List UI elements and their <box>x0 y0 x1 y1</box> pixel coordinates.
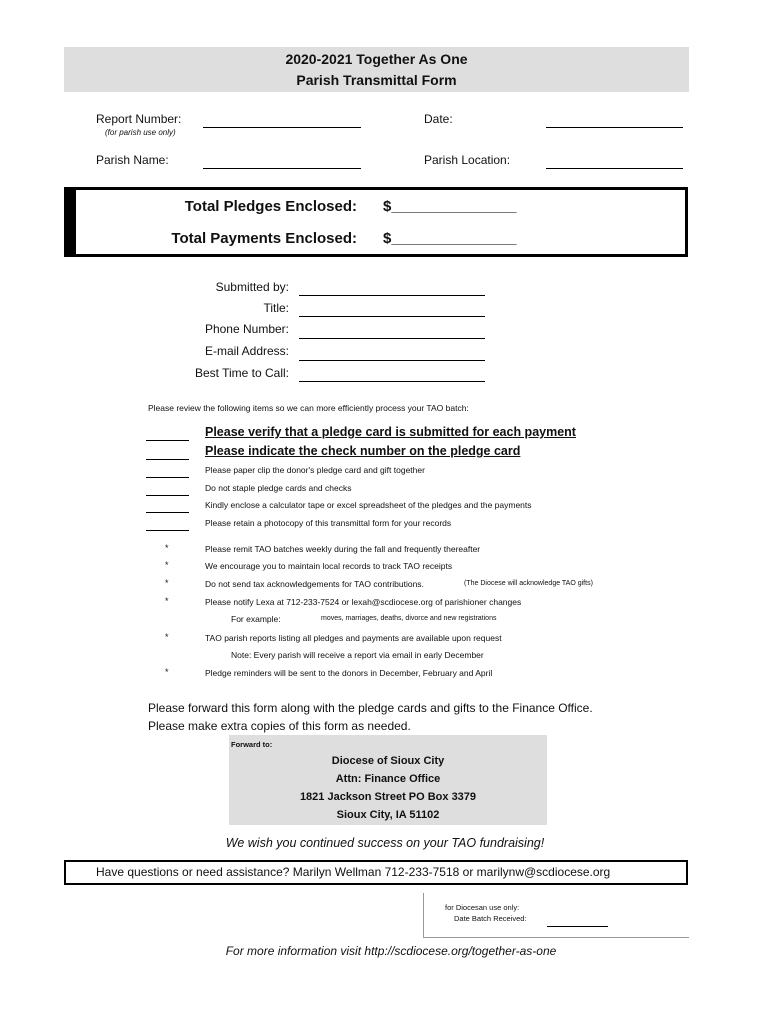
bullet-icon: * <box>165 632 169 642</box>
phone-label: Phone Number: <box>204 322 289 336</box>
checklist-item: Please paper clip the donor's pledge card and gift together <box>205 465 425 475</box>
phone-field[interactable] <box>299 338 485 339</box>
parish-name-field[interactable] <box>203 168 361 169</box>
address-attn: Attn: Finance Office <box>335 773 441 785</box>
diocesan-use-box <box>423 893 689 938</box>
form-subtitle: Parish Transmittal Form <box>296 72 457 88</box>
forward-instruction: Please forward this form along with the pledge cards and gifts to the Finance Office. <box>148 701 593 715</box>
title-label: Title: <box>263 301 289 315</box>
date-field[interactable] <box>546 127 683 128</box>
example-text: moves, marriages, deaths, divorce and new registrations <box>321 615 497 622</box>
example-label: For example: <box>231 614 281 624</box>
date-label: Date: <box>424 112 453 126</box>
checklist-item: Please indicate the check number on the pledge card <box>205 444 521 458</box>
copies-instruction: Please make extra copies of this form as needed. <box>148 719 411 733</box>
checkbox-line[interactable] <box>146 440 189 441</box>
submitted-by-label: Submitted by: <box>215 280 289 294</box>
contact-box <box>64 860 688 885</box>
best-time-field[interactable] <box>299 381 485 382</box>
diocesan-use-label: for Diocesan use only: <box>445 903 520 912</box>
date-batch-field[interactable] <box>547 926 608 927</box>
checkbox-line[interactable] <box>146 477 189 478</box>
bullet-icon: * <box>165 578 169 588</box>
email-label: E-mail Address: <box>204 344 289 358</box>
bullet-note: Note: Every parish will receive a report via email in early December <box>231 650 484 660</box>
checkbox-line[interactable] <box>146 512 189 513</box>
address-city: Sioux City, IA 51102 <box>336 809 440 821</box>
total-pledges-label: Total Pledges Enclosed: <box>184 198 357 215</box>
total-payments-label: Total Payments Enclosed: <box>171 230 357 247</box>
date-batch-label: Date Batch Received: <box>454 914 527 923</box>
form-header <box>64 47 689 92</box>
bullet-text: Pledge reminders will be sent to the donors in December, February and April <box>205 668 493 678</box>
parish-name-label: Parish Name: <box>96 153 169 167</box>
email-field[interactable] <box>299 360 485 361</box>
bullet-icon: * <box>165 667 169 677</box>
forward-to-label: Forward to: <box>231 740 273 749</box>
bullet-text: Do not send tax acknowledgements for TAO contributions. <box>205 579 424 589</box>
report-number-note: (for parish use only) <box>105 128 176 137</box>
best-time-label: Best Time to Call: <box>194 366 289 380</box>
parish-location-field[interactable] <box>546 168 683 169</box>
bullet-text: TAO parish reports listing all pledges and payments are available upon request <box>205 633 502 643</box>
bullet-note: (The Diocese will acknowledge TAO gifts) <box>464 580 593 587</box>
address-org: Diocese of Sioux City <box>331 755 445 767</box>
parish-location-label: Parish Location: <box>424 153 511 167</box>
more-info: For more information visit http://scdiocese.org/together-as-one <box>225 944 557 958</box>
checklist-item: Please retain a photocopy of this transmittal form for your records <box>205 518 452 528</box>
checkbox-line[interactable] <box>146 530 189 531</box>
report-number-field[interactable] <box>203 127 361 128</box>
total-payments-field[interactable]: $_______________ <box>383 230 517 247</box>
bullet-icon: * <box>165 596 169 606</box>
checklist-item: Do not staple pledge cards and checks <box>205 483 352 493</box>
address-box <box>229 735 547 825</box>
title-field[interactable] <box>299 316 485 317</box>
closing-wish: We wish you continued success on your TAO fundraising! <box>225 836 545 850</box>
bullet-text: We encourage you to maintain local records to track TAO receipts <box>205 561 453 571</box>
checklist-item: Please verify that a pledge card is submitted for each payment <box>205 425 576 439</box>
checklist-item: Kindly enclose a calculator tape or excel spreadsheet of the pledges and the payments <box>205 500 532 510</box>
checkbox-line[interactable] <box>146 459 189 460</box>
total-pledges-field[interactable]: $_______________ <box>383 198 517 215</box>
contact-text: Have questions or need assistance? Marilyn Wellman 712-233-7518 or marilynw@scdiocese.org <box>96 865 611 879</box>
bullet-icon: * <box>165 543 169 553</box>
report-number-label: Report Number: <box>96 112 182 126</box>
checkbox-line[interactable] <box>146 495 189 496</box>
bullet-text: Please remit TAO batches weekly during the fall and frequently thereafter <box>205 544 481 554</box>
bullet-icon: * <box>165 560 169 570</box>
address-street: 1821 Jackson Street PO Box 3379 <box>299 791 477 803</box>
bullet-text: Please notify Lexa at 712-233-7524 or lexah@scdiocese.org of parishioner changes <box>205 597 522 607</box>
submitted-by-field[interactable] <box>299 295 485 296</box>
form-title: 2020-2021 Together As One <box>285 51 468 67</box>
checklist-intro: Please review the following items so we can more efficiently process your TAO batch: <box>148 403 469 413</box>
